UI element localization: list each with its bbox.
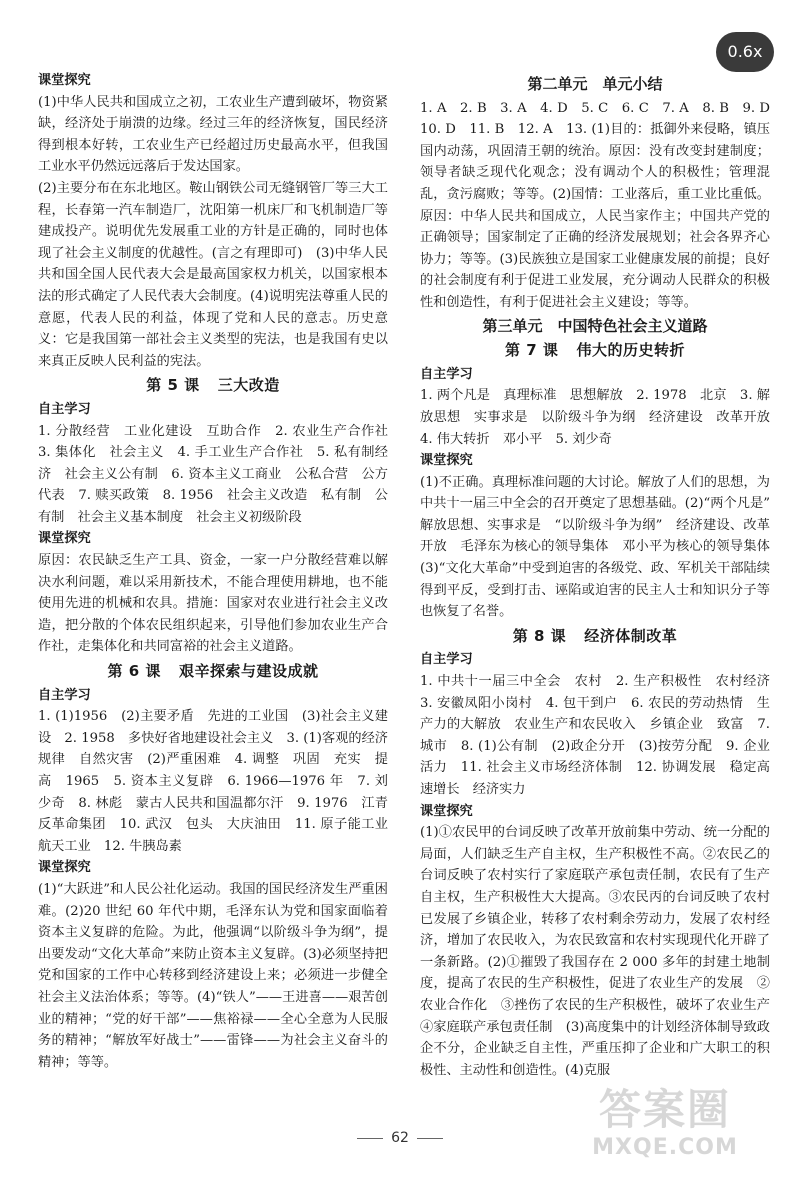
- lesson-number: 第 5 课: [146, 376, 200, 395]
- right-answer-paragraph: 1. A 2. B 3. A 4. D 5. C 6. C 7. A 8. B 9. D 10. D 11. B 12. A 13. (1)目的：抵御外来侵略，镇压国内动荡，巩固清王朝的统治。原因：没有改变封建制度；领导者缺乏现代化观念；没有调动个人的积极性；管理混乱，贪污腐败；等等。(2)国情：工业落后，重工业比重低。原因：中华人民共和国成立，人民当家作主；中国共产党的正确领导；国家制定了正确的经济发展规划；社会各界齐心协力；等等。(3)民族独立是国家工业健康发展的前提；良好的社会制度有利于促进工业发展，充分调动人民群众的积极性和创造性，有利于促进社会主义建设；等等。: [420, 100, 784, 310]
- left-column: [38, 70, 402, 1073]
- lesson-number: 第 8 课: [512, 626, 567, 645]
- left-answer-paragraph: (2)主要分布在东北地区。鞍山钢铁公司无缝钢管厂等三大工程，长春第一汽车制造厂，沈阳第一机床厂和飞机制造厂等建成投产。说明优先发展重工业的方针是正确的，同时也体现了社会主义制度的优越性。(言之有理即可) (3)中华人民共和国全国人民代表大会是最高国家权力机关，以国家根本法的形式确定了人民代表大会制度。(4)说明宪法尊重人民的意愿，代表人民的利益，体现了党和人民的意志。历史意义：它是我国第一部社会主义类型的宪法，也是我国有史以来真正反映人民利益的宪法。: [38, 180, 388, 369]
- left-answer-paragraph: (1)中华人民共和国成立之初，工农业生产遭到破坏，物资紧缺，经济处于崩溃的边缘。经过三年的经济恢复，国民经济得到根本好转，工农业生产已经超过历史最高水平，但我国工业水平仍然远远落后于发达国家。: [38, 94, 388, 175]
- left-answer-paragraph: 1. (1)1956 (2)主要矛盾 先进的工业国 (3)社会主义建设 2. 1958 多快好省地建设社会主义 3. (1)客观的经济规律 自然灾害 (2)严重困难 4. 调整 巩固 充实 提高 1965 5. 资本主义复辟 6. 1966—1976 年 7. 刘少奇 8. 林彪 蒙古人民共和国温都尔汗 9. 1976 江青反革命集团 10. 武汉 包头 大庆油田 11. 原子能工业 航天工业 12. 牛胰岛素: [38, 709, 402, 854]
- right-section-heading: 自主学习: [420, 366, 473, 382]
- right-unit-heading: 第三单元 中国特色社会主义道路: [482, 316, 708, 335]
- left-section-heading: 课堂探究: [38, 860, 91, 876]
- left-answer-paragraph: 原因：农民缺乏生产工具、资金，一家一户分散经营难以解决水利问题，难以采用新技术，不能合理使用耕地，也不能使用先进的机械和农具。措施：国家对农业进行社会主义改造，把分散的个体农民组织起来，引导他们参加农业生产合作社，走集体化和共同富裕的社会主义道路。: [38, 553, 388, 655]
- watermark-en: MXQE.COM: [592, 1135, 738, 1160]
- right-answer-paragraph: 1. 中共十一届三中全会 农村 2. 生产积极性 农村经济 3. 安徽凤阳小岗村 4. 包干到户 6. 农民的劳动热情 生产力的大解放 农业生产和农民收入 乡镇企业 致富 7. 城市 8. (1)公有制 (2)政企分开 (3)按劳分配 9. 企业活力 11. 社会主义市场经济体制 12. 协调发展 稳定高速增长 经济实力: [420, 674, 784, 797]
- right-answer-paragraph: 1. 两个凡是 真理标准 思想解放 2. 1978 北京 3. 解放思想 实事求是 以阶级斗争为纲 经济建设 改革开放 4. 伟大转折 邓小平 5. 刘少奇: [420, 388, 784, 447]
- lesson-title: 经济体制改革: [584, 626, 678, 645]
- left-section-heading: 课堂探究: [38, 73, 91, 88]
- right-lesson-heading: [420, 340, 770, 362]
- watermark-logo: [570, 1085, 760, 1175]
- right-answer-paragraph: (1)①农民甲的台词反映了改革开放前集中劳动、统一分配的局面，人们缺乏生产自主权，生产积极性不高。②农民乙的台词反映了农村实行了家庭联产承包责任制，农民有了生产自主权，生产积极性大大提高。③农民丙的台词反映了农村已发展了乡镇企业，转移了农村剩余劳动力，发展了农村经济，增加了农民收入，为农民致富和农村实现现代化开辟了一条新路。(2)①摧毁了我国存在 2 000 多年的封建土地制度，提高了农民的生产积极性，促进了农业生产的发展 ②农业合作化 ③挫伤了农民的生产积极性，破坏了农业生产 ④家庭联产承包责任制 (3)高度集中的计划经济体制导致政企不分，企业缺乏自主性，严重压抑了企业和广大职工的积极性、主动性和创造性。(4)克服: [420, 825, 784, 1078]
- right-lesson-heading: [420, 626, 770, 648]
- lesson-title: 三大改造: [217, 376, 280, 395]
- right-section-heading: 课堂探究: [420, 803, 473, 819]
- page-number-dash-right: [417, 1138, 443, 1139]
- page-number-text: 62: [391, 1130, 409, 1146]
- right-answer-paragraph: (1)不正确。真理标准问题的大讨论。解放了人们的思想，为中共十一届三中全会的召开奠定了思想基础。(2)“两个凡是” 解放思想、实事求是 “以阶级斗争为纲” 经济建设、改革开放 毛泽东为核心的领导集体 邓小平为核心的领导集体 (3)“文化大革命”中受到迫害的各级党、政、军机关干部陆续得到平反，受到打击、诬陷或迫害的民主人士和知识分子等也恢复了名誉。: [420, 474, 784, 620]
- left-lesson-heading: [38, 661, 388, 683]
- right-section-heading: 课堂探究: [420, 453, 473, 469]
- watermark-cn: 答案圈: [598, 1085, 731, 1134]
- right-section-heading: 自主学习: [420, 652, 473, 668]
- right-column: [420, 72, 784, 1081]
- left-section-heading: 课堂探究: [38, 531, 91, 547]
- left-answer-paragraph: 1. 分散经营 工业化建设 互助合作 2. 农业生产合作社 3. 集体化 社会主义 4. 手工业生产合作社 5. 私有制经济 社会主义公有制 6. 资本主义工商业 公私合营 公方代表 7. 赎买政策 8. 1956 社会主义改造 私有制 公有制 社会主义基本制度 社会主义初级阶段: [38, 423, 402, 525]
- lesson-title: 伟大的历史转折: [576, 341, 685, 360]
- left-lesson-heading: [38, 375, 388, 397]
- lesson-number: 第 6 课: [107, 662, 161, 681]
- left-section-heading: 自主学习: [38, 401, 91, 417]
- left-section-heading: 自主学习: [38, 687, 91, 703]
- lesson-number: 第 7 课: [505, 341, 559, 360]
- left-answer-paragraph: (1)“大跃进”和人民公社化运动。我国的国民经济发生严重困难。(2)20 世纪 60 年代中期，毛泽东认为党和国家面临着资本主义复辟的危险。为此，他强调“以阶级斗争为纲”，提出要发动“文化大革命”来防止资本主义复辟。(3)必须坚持把党和国家的工作中心转移到经济建设上来；必须进一步健全社会主义法治体系；等等。(4)“铁人”——王进喜——艰苦创业的精神；“党的好干部”——焦裕禄——全心全意为人民服务的精神；“解放军好战士”——雷锋——为社会主义奋斗的精神；等等。: [38, 881, 388, 1070]
- lesson-title: 艰辛探索与建设成就: [178, 662, 319, 681]
- zoom-level-badge[interactable]: 0.6x: [716, 32, 774, 72]
- page-number-dash-left: [357, 1138, 383, 1139]
- right-unit-heading: 第二单元 单元小结: [527, 75, 663, 93]
